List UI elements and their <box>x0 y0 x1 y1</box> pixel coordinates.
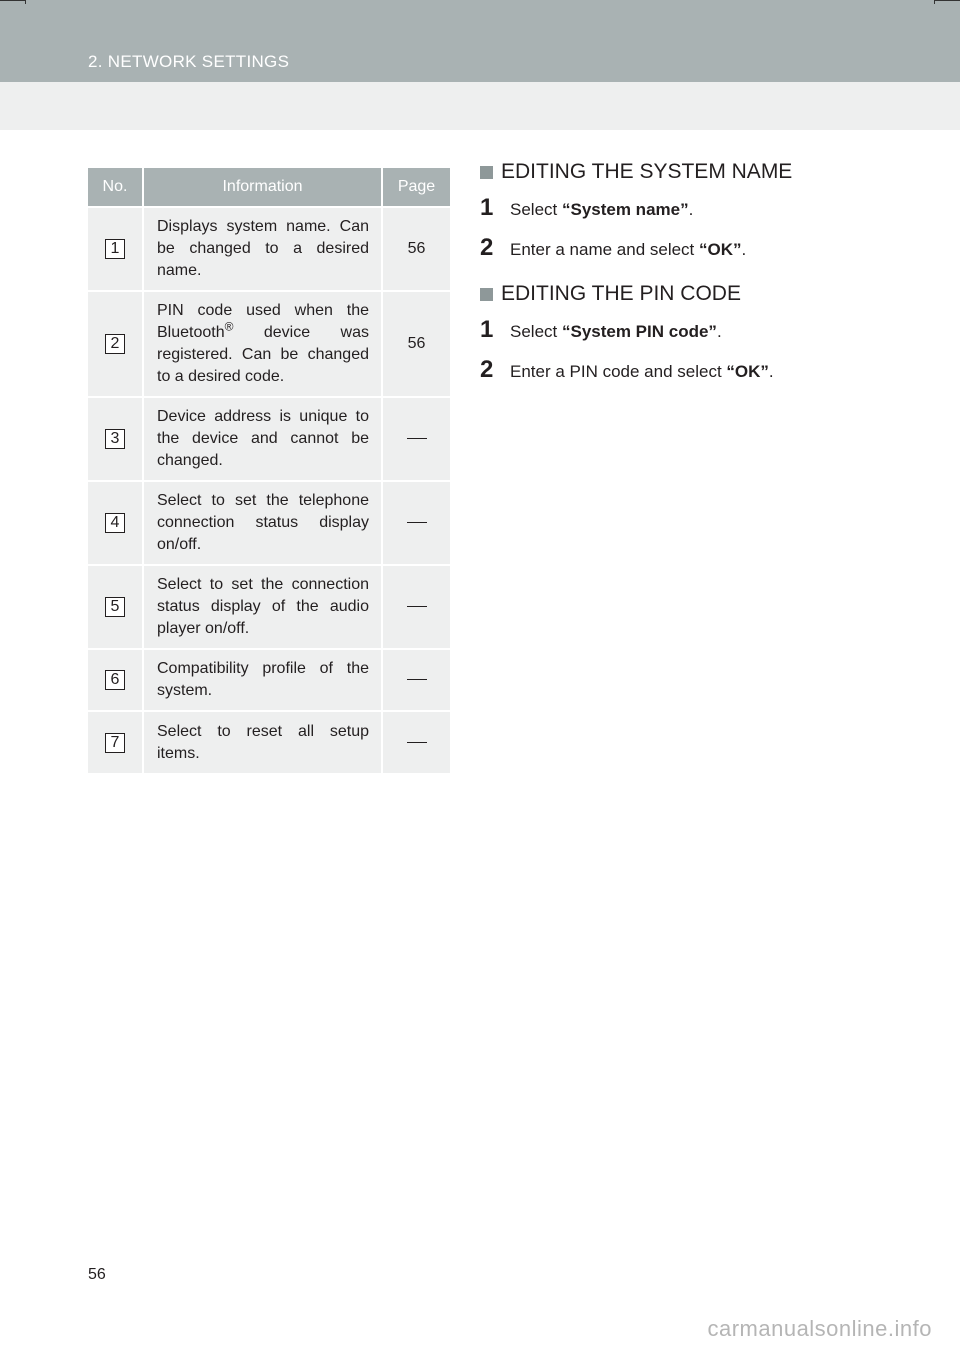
step-number: 1 <box>480 194 494 221</box>
section-heading: EDITING THE PIN CODE <box>501 282 741 305</box>
step: 2 Enter a name and select “OK”. <box>480 234 747 261</box>
table-row <box>88 397 450 481</box>
section-system-name <box>480 160 880 262</box>
row-information: Select to set the connection status display of the audio player on/off. <box>143 565 382 649</box>
step-number: 2 <box>480 356 494 383</box>
table-header-row <box>88 168 450 207</box>
table-row <box>88 291 450 397</box>
step: 1 Select “System PIN code”. <box>480 316 722 343</box>
table-row <box>88 565 450 649</box>
row-number: 3 <box>105 429 125 449</box>
header-subband <box>0 82 960 130</box>
step-target: “System PIN code” <box>561 322 717 341</box>
watermark[interactable]: carmanualsonline.info <box>707 1316 932 1341</box>
crop-mark-right-v <box>934 0 935 4</box>
row-number: 2 <box>105 334 125 354</box>
step-number: 2 <box>480 234 494 261</box>
step-target: “OK” <box>699 240 742 259</box>
column-header-information: Information <box>143 168 382 207</box>
column-header-page: Page <box>382 168 450 207</box>
row-number: 4 <box>105 513 125 533</box>
table-row <box>88 711 450 773</box>
step-target: “OK” <box>726 362 769 381</box>
step: 1 Select “System name”. <box>480 194 694 221</box>
table-row <box>88 481 450 565</box>
row-information: Select to set the telephone connection status display on/off. <box>143 481 382 565</box>
row-number: 1 <box>105 239 125 259</box>
row-number: 5 <box>105 597 125 617</box>
row-information: Device address is unique to the device and cannot be changed. <box>143 397 382 481</box>
row-information: Select to reset all setup items. <box>143 711 382 773</box>
table-row <box>88 649 450 711</box>
row-page-dash <box>382 711 450 773</box>
table-row <box>88 207 450 291</box>
row-information: PIN code used when the Bluetooth® device was registered. Can be changed to a desired code. <box>143 291 382 397</box>
row-number: 6 <box>105 670 125 690</box>
step-number: 1 <box>480 316 494 343</box>
row-page-dash <box>382 565 450 649</box>
heading-square-icon <box>480 166 493 179</box>
crop-mark-left <box>0 0 25 1</box>
row-information: Compatibility profile of the system. <box>143 649 382 711</box>
page-number: 56 <box>88 1266 106 1283</box>
section-pin-code <box>480 282 880 384</box>
row-page-dash <box>382 397 450 481</box>
information-table <box>88 168 450 773</box>
row-information: Displays system name. Can be changed to a desired name. <box>143 207 382 291</box>
column-header-no: No. <box>88 168 143 207</box>
section-title: 2. NETWORK SETTINGS <box>88 52 290 71</box>
row-page: 56 <box>382 207 450 291</box>
step-target: “System name” <box>561 200 689 219</box>
step: 2 Enter a PIN code and select “OK”. <box>480 356 774 383</box>
row-number: 7 <box>105 733 125 753</box>
row-page-dash <box>382 649 450 711</box>
row-page: 56 <box>382 291 450 397</box>
crop-mark-left-v <box>25 0 26 4</box>
instructions <box>480 160 880 396</box>
crop-mark-right <box>934 0 960 1</box>
row-page-dash <box>382 481 450 565</box>
heading-square-icon <box>480 288 493 301</box>
section-heading: EDITING THE SYSTEM NAME <box>501 160 793 183</box>
